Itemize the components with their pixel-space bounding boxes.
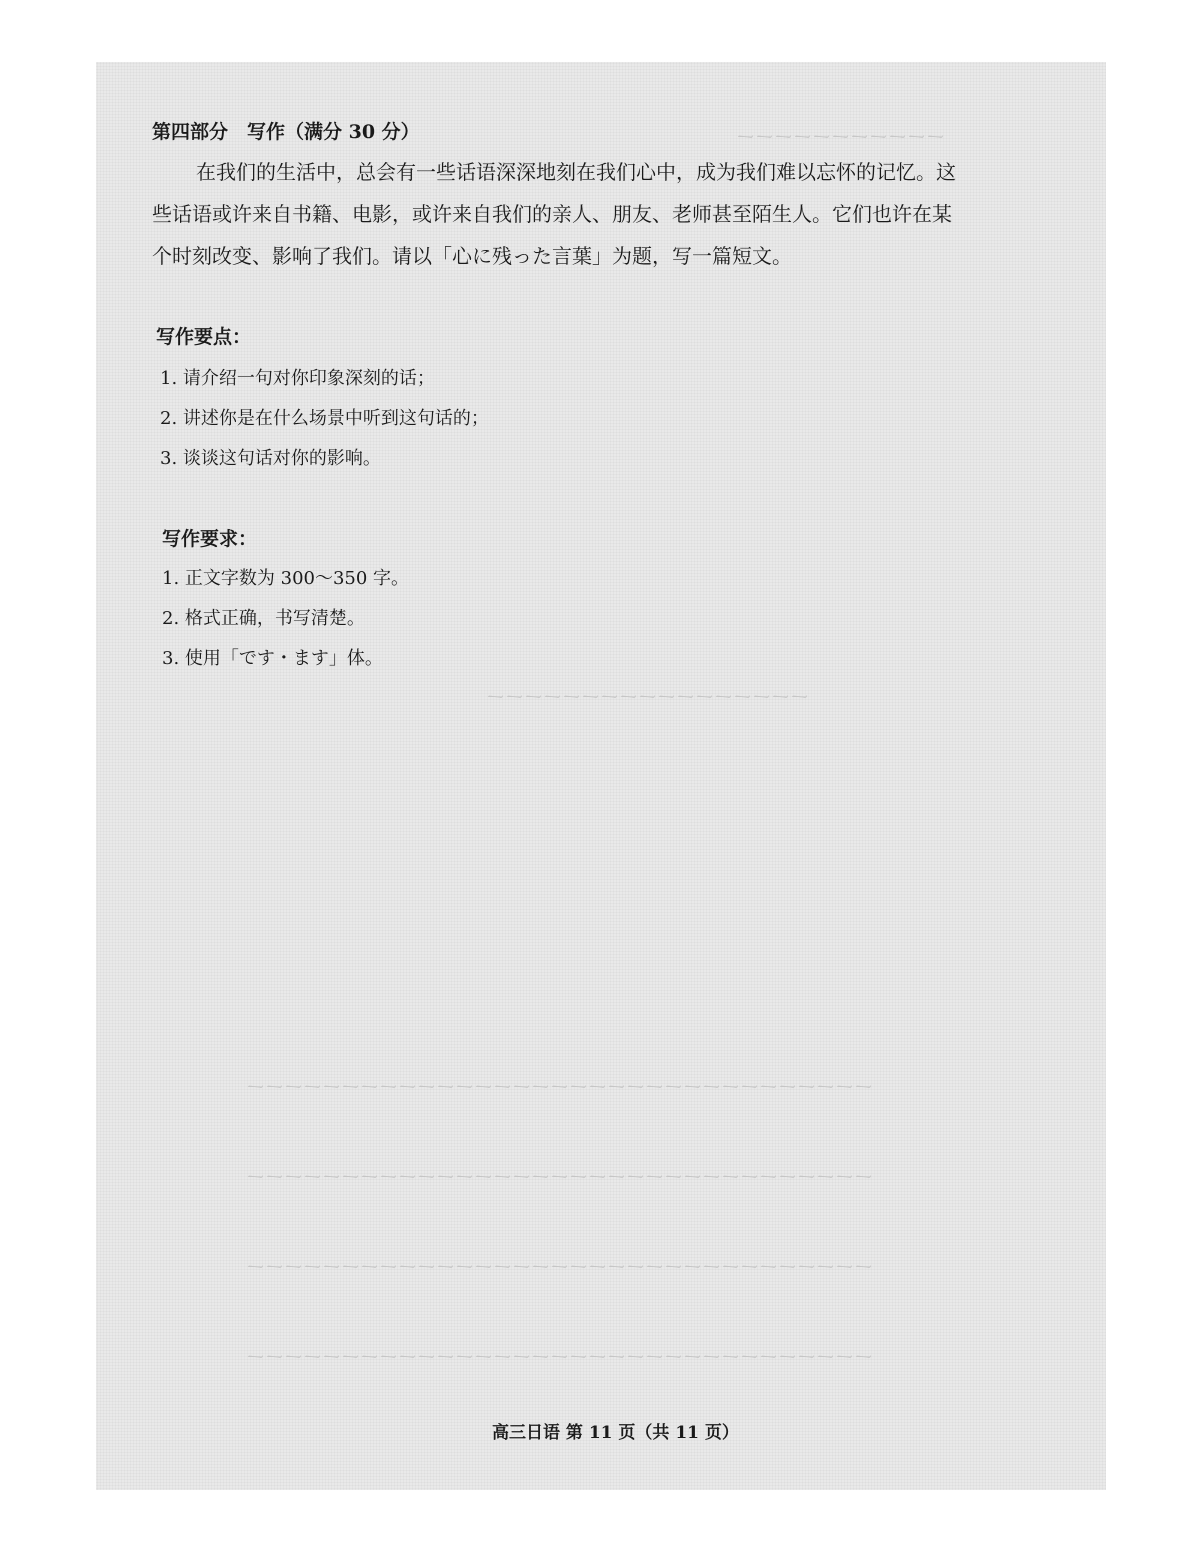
requirement-item-2: 2. 格式正确，书写清楚。 [162, 608, 365, 629]
section-title: 第四部分 写作（满分 30 分） [152, 121, 420, 143]
bleed-through: ーーーーーーーーーーー [736, 126, 946, 148]
point-item-3: 3. 谈谈这句话对你的影响。 [160, 448, 381, 469]
point-item-2: 2. 讲述你是在什么场景中听到这句话的； [160, 408, 489, 429]
bleed-through: ーーーーーーーーーーーーーーーーーーーーーーーーーーーーーーーーー [246, 1256, 874, 1278]
page-footer: 高三日语 第 11 页（共 11 页） [492, 1423, 739, 1443]
requirements-title: 写作要求： [162, 528, 258, 550]
point-item-1: 1. 请介绍一句对你印象深刻的话； [160, 368, 435, 389]
bleed-through: ーーーーーーーーーーーーーーーーー [486, 686, 810, 708]
bleed-through: ーーーーーーーーーーーーーーーーーーーーーーーーーーーーーーーーー [246, 1166, 874, 1188]
prompt-line-1: 在我们的生活中，总会有一些话语深深地刻在我们心中，成为我们难以忘怀的记忆。这 [196, 160, 956, 184]
requirement-item-3: 3. 使用「です・ます」体。 [162, 648, 383, 669]
prompt-line-3: 个时刻改变、影响了我们。请以「心に残った言葉」为题，写一篇短文。 [152, 244, 792, 268]
requirement-item-1: 1. 正文字数为 300～350 字。 [162, 568, 410, 589]
bleed-through: ーーーーーーーーーーーーーーーーーーーーーーーーーーーーーーーーー [246, 1346, 874, 1368]
prompt-line-2: 些话语或许来自书籍、电影，或许来自我们的亲人、朋友、老师甚至陌生人。它们也许在某 [152, 202, 952, 226]
bleed-through: ーーーーーーーーーーーーーーーーーーーーーーーーーーーーーーーーー [246, 1076, 874, 1098]
points-title: 写作要点： [156, 326, 252, 348]
exam-page [96, 62, 1106, 1490]
